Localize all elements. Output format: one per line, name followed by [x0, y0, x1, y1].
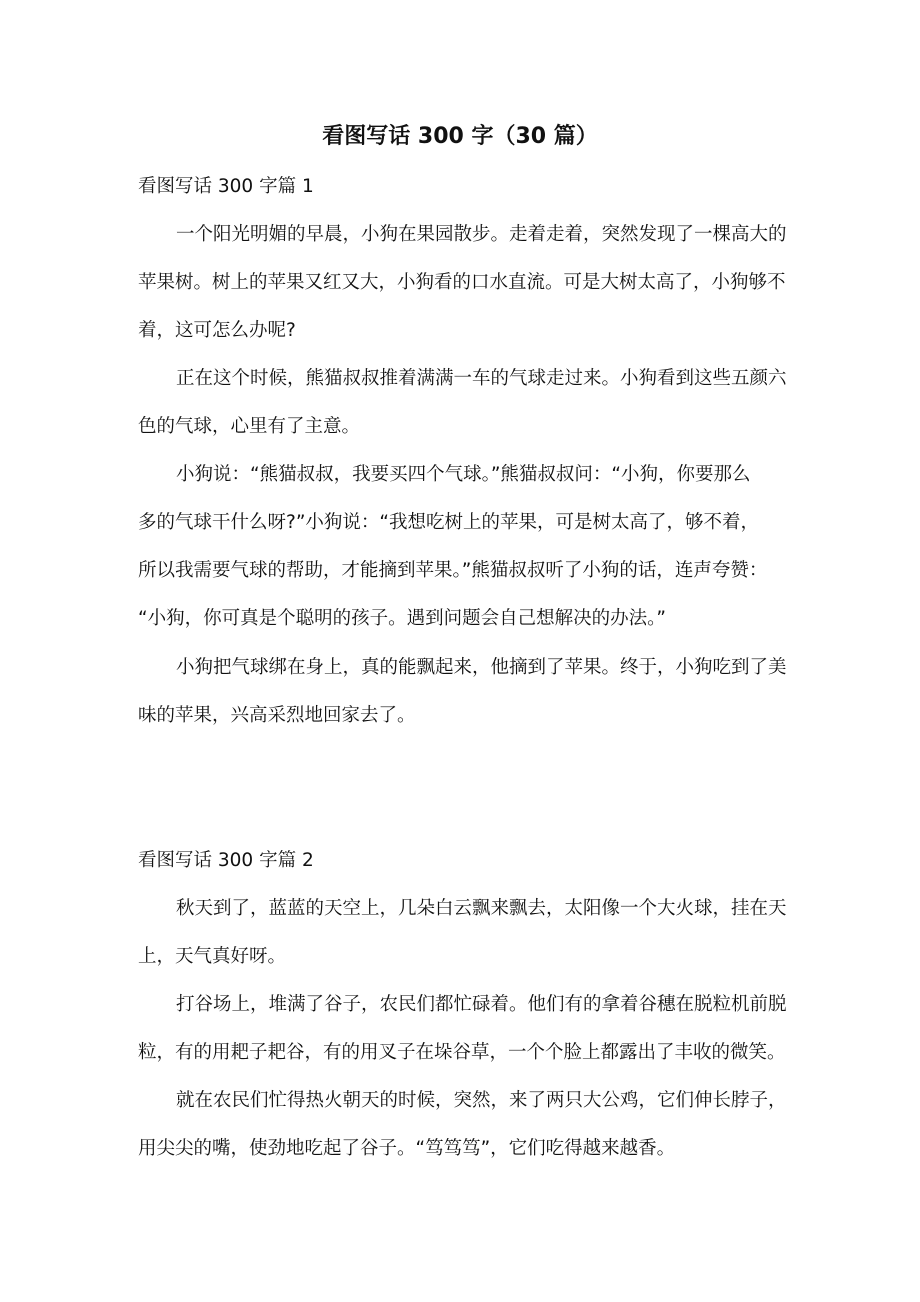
section-heading-2: 看图写话 300 字篇 2	[138, 850, 314, 871]
paragraph-line: 色的气球，心里有了主意。	[138, 416, 361, 437]
paragraph-line: 多的气球干什么呀?”小狗说：“我想吃树上的苹果，可是树太高了，够不着，	[138, 512, 759, 533]
paragraph-line: 味的苹果，兴高采烈地回家去了。	[138, 705, 416, 726]
paragraph-line: 小狗把气球绑在身上，真的能飘起来，他摘到了苹果。终于，小狗吃到了美	[176, 657, 787, 678]
paragraph-line: 上，天气真好呀。	[138, 946, 287, 967]
paragraph-line: “小狗，你可真是个聪明的孩子。遇到问题会自己想解决的办法。”	[138, 608, 666, 629]
paragraph-line: 用尖尖的嘴，使劲地吃起了谷子。“笃笃笃”，它们吃得越来越香。	[138, 1138, 676, 1159]
paragraph-line: 着，这可怎么办呢?	[138, 320, 296, 341]
paragraph-line: 小狗说：“熊猫叔叔，我要买四个气球。”熊猫叔叔问：“小狗，你要那么	[176, 464, 751, 485]
paragraph-line: 苹果树。树上的苹果又红又大，小狗看的口水直流。可是大树太高了，小狗够不	[138, 272, 786, 293]
paragraph-line: 正在这个时候，熊猫叔叔推着满满一车的气球走过来。小狗看到这些五颜六	[176, 368, 787, 389]
document-title: 看图写话 300 字（30 篇）	[322, 124, 598, 149]
paragraph-line: 所以我需要气球的帮助，才能摘到苹果。”熊猫叔叔听了小狗的话，连声夸赞：	[138, 560, 768, 581]
paragraph-line: 一个阳光明媚的早晨，小狗在果园散步。走着走着，突然发现了一棵高大的	[176, 224, 787, 245]
paragraph-line: 粒，有的用耙子耙谷，有的用叉子在垛谷草，一个个脸上都露出了丰收的微笑。	[138, 1042, 786, 1063]
paragraph-line: 就在农民们忙得热火朝天的时候，突然，来了两只大公鸡，它们伸长脖子，	[176, 1090, 787, 1111]
paragraph-line: 秋天到了，蓝蓝的天空上，几朵白云飘来飘去，太阳像一个大火球，挂在天	[176, 898, 787, 919]
section-heading-1: 看图写话 300 字篇 1	[138, 176, 314, 197]
paragraph-line: 打谷场上，堆满了谷子，农民们都忙碌着。他们有的拿着谷穗在脱粒机前脱	[176, 994, 787, 1015]
